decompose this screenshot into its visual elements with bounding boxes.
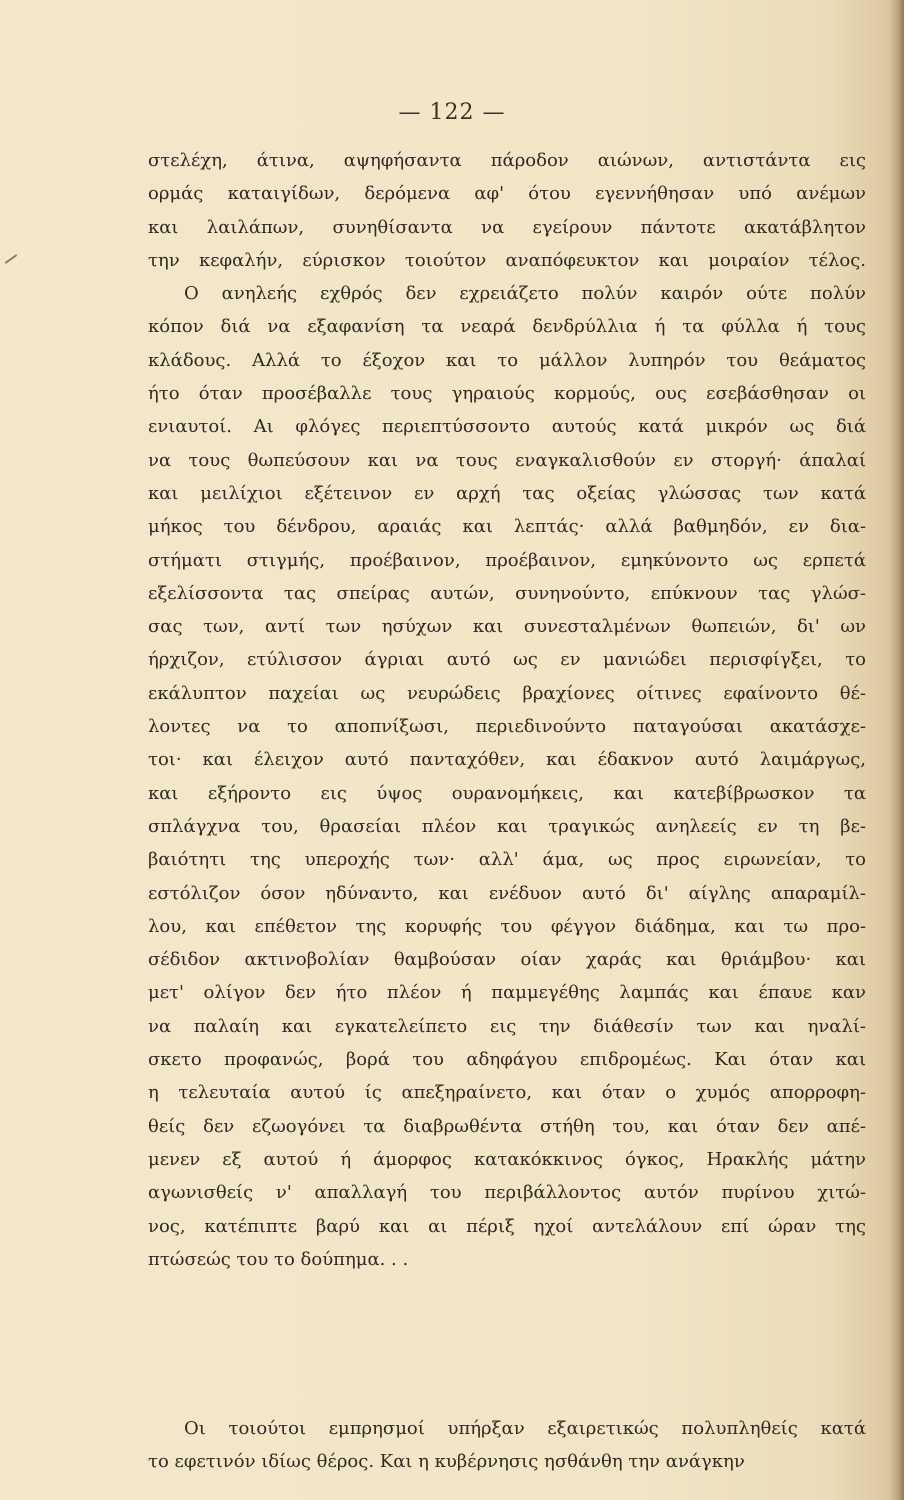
text-line: εστόλιζον όσον ηδύναντο, και ενέδυον αυτό δι' αίγλης απαραμίλ- xyxy=(148,882,866,904)
text-line: Οι τοιούτοι εμπρησμοί υπήρξαν εξαιρετικώς πολυπληθείς κατά xyxy=(184,1418,866,1439)
text-line: θείς δεν εζωογόνει τα διαβρωθέντα στήθη του, και όταν δεν απέ- xyxy=(148,1115,866,1137)
margin-pencil-mark xyxy=(5,254,18,264)
text-line: μετ' ολίγον δεν ήτο πλέον ή παμμεγέθης λαμπάς και έπαυε καν xyxy=(148,982,866,1004)
paragraph-1 xyxy=(148,144,866,1276)
text-line: βαιότητι της υπεροχής των· αλλ' άμα, ως προς ειρωνείαν, το xyxy=(148,849,866,871)
text-line: σας των, αντί των ησύχων και συνεσταλμένων θωπειών, δι' ων xyxy=(148,616,866,638)
text-line: στήματι στιγμής, προέβαινον, προέβαινον, εμηκύνοντο ως ερπετά xyxy=(148,549,866,571)
text-line: να τους θωπεύσουν και να τους εναγκαλισθούν εν στοργή· άπαλαί xyxy=(148,449,866,471)
text-line: αγωνισθείς ν' απαλλαγή του περιβάλλοντος αυτόν πυρίνου χιτώ- xyxy=(148,1182,866,1204)
text-line: Ο ανηλεής εχθρός δεν εχρειάζετο πολύν καιρόν ούτε πολύν xyxy=(184,283,866,305)
text-line: τοι· και έλειχον αυτό πανταχόθεν, και έδακνον αυτό λαιμάργως, xyxy=(148,749,866,771)
page-edge xyxy=(890,0,904,1500)
text-line: πτώσεώς του το δούπημα. . . xyxy=(148,1248,409,1270)
text-line: νος, κατέπιπτε βαρύ και αι πέριξ ηχοί αντελάλουν επί ώραν της xyxy=(148,1215,866,1237)
text-line: στελέχη, άτινα, αψηφήσαντα πάροδον αιώνων, αντιστάντα εις xyxy=(148,150,866,171)
text-line: εξελίσσοντα τας σπείρας αυτών, συνηνούντο, επύκνουν τας γλώσ- xyxy=(148,582,866,604)
text-line: σκετο προφανώς, βορά του αδηφάγου επιδρομέως. Και όταν και xyxy=(148,1049,866,1071)
text-line: σπλάγχνα του, θρασείαι πλέον και τραγικώς ανηλεείς εν τη βε- xyxy=(148,815,866,837)
text-line: μήκος του δένδρου, αραιάς και λεπτάς· αλλά βαθμηδόν, εν δια- xyxy=(148,516,866,538)
page-number: — 122 — xyxy=(398,100,506,125)
text-line: ήτο όταν προσέβαλλε τους γηραιούς κορμούς, ους εσεβάσθησαν οι xyxy=(148,383,866,405)
text-line: κλάδους. Αλλά το έξοχον και το μάλλον λυπηρόν του θεάματος xyxy=(148,349,866,371)
text-line: το εφετινόν ιδίως θέρος. Και η κυβέρνησις ησθάνθη την ανάγκην xyxy=(148,1451,745,1473)
text-line: μενεν εξ αυτού ή άμορφος κατακόκκινος όγκος, Ηρακλής μάτην xyxy=(148,1148,866,1170)
text-line: σέδιδον ακτινοβολίαν θαμβούσαν οίαν χαράς και θριάμβου· και xyxy=(148,949,866,971)
text-line: την κεφαλήν, εύρισκον τοιούτον αναπόφευκτον και μοιραίον τέλος. xyxy=(148,249,866,271)
text-line: και λαιλάπων, συνηθίσαντα να εγείρουν πάντοτε ακατάβλητον xyxy=(148,216,866,238)
text-line: και μειλίχιοι εξέτεινον εν αρχή τας οξείας γλώσσας των κατά xyxy=(148,482,866,504)
text-line: ήρχιζον, ετύλισσον άγριαι αυτό ως εν μανιώδει περισφίγξει, το xyxy=(148,649,866,671)
text-line: ορμάς καταιγίδων, δερόμενα αφ' ότου εγεννήθησαν υπό ανέμων xyxy=(148,183,866,205)
text-line: λοντες να το αποπνίξωσι, περιεδινούντο παταγούσαι ακατάσχε- xyxy=(148,716,866,738)
text-line: ενιαυτοί. Αι φλόγες περιεπτύσσοντο αυτούς κατά μικρόν ως διά xyxy=(148,416,866,438)
text-line: εκάλυπτον παχείαι ως νευρώδεις βραχίονες οίτινες εφαίνοντο θέ- xyxy=(148,682,866,704)
text-line: να παλαίη και εγκατελείπετο εις την διάθεσίν των και ηναλί- xyxy=(148,1015,866,1037)
text-line: η τελευταία αυτού ίς απεξηραίνετο, και όταν ο χυμός απορροφη- xyxy=(148,1082,866,1104)
text-line: λου, και επέθετον της κορυφής του φέγγον διάδημα, και τω προ- xyxy=(148,915,866,937)
paragraph-2 xyxy=(148,1412,866,1479)
text-line: κόπον διά να εξαφανίση τα νεαρά δενδρύλλια ή τα φύλλα ή τους xyxy=(148,316,866,338)
text-line: και εξήροντο εις ύψος ουρανομήκεις, και κατεβίβρωσκον τα xyxy=(148,782,866,804)
